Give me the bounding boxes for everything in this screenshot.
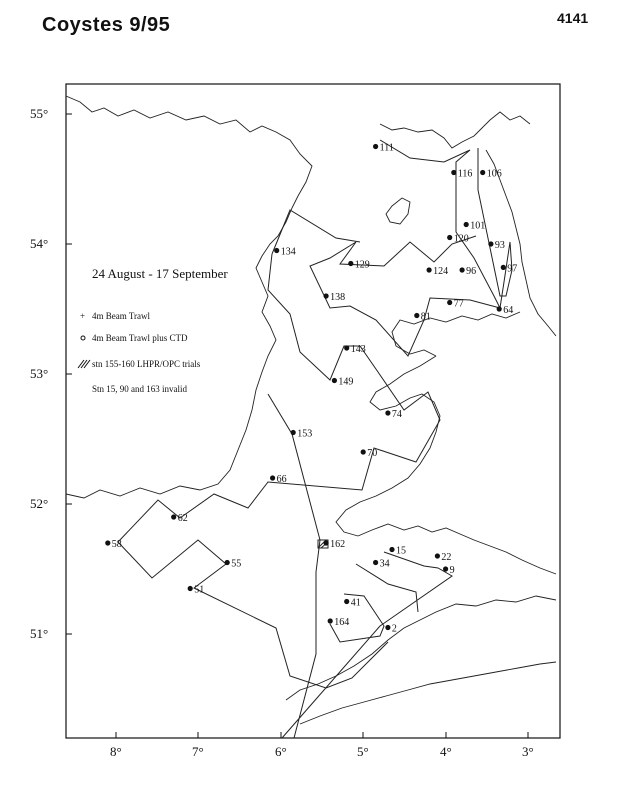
track-southern — [268, 394, 452, 738]
south-coast — [300, 662, 556, 724]
lon-label: 5° — [357, 744, 369, 759]
map-title: Coystes 9/95 — [42, 14, 171, 36]
station-label: 15 — [396, 545, 406, 557]
station-marker — [497, 306, 502, 311]
station-marker — [389, 547, 394, 552]
station-marker — [385, 625, 390, 630]
station-marker — [464, 222, 469, 227]
station-marker — [443, 566, 448, 571]
station-marker — [348, 261, 353, 266]
scotland-coast — [380, 112, 530, 148]
map-frame — [66, 84, 560, 738]
station-label: 55 — [231, 558, 242, 570]
lat-label: 55° — [30, 106, 49, 121]
legend-symbol-circle — [81, 336, 85, 340]
station-label: 9 — [449, 565, 455, 576]
station-marker — [451, 170, 456, 175]
coastlines — [66, 96, 556, 724]
station-label: 162 — [330, 539, 346, 550]
lon-label: 7° — [192, 744, 204, 759]
station-label: 81 — [420, 311, 431, 323]
station-marker — [427, 267, 432, 272]
station-marker — [373, 144, 378, 149]
lon-label: 6° — [275, 744, 287, 759]
station-marker — [480, 170, 485, 175]
station-label: 93 — [494, 240, 505, 251]
station-label: 134 — [280, 246, 296, 258]
station-label: 64 — [503, 305, 514, 316]
lat-label: 52° — [30, 496, 49, 511]
station-label: 97 — [507, 263, 518, 275]
lon-label: 8° — [110, 744, 122, 759]
lon-label: 4° — [440, 744, 452, 759]
legend-symbol-cross: + — [80, 311, 86, 321]
station-marker — [385, 410, 390, 415]
station-marker — [414, 313, 419, 318]
lat-label: 51° — [30, 626, 49, 641]
legend — [78, 266, 228, 394]
ireland-coast — [66, 96, 312, 498]
station-label: 101 — [470, 220, 486, 232]
station-marker — [447, 235, 452, 240]
station-marker — [344, 345, 349, 350]
legend-item-beam-trawl-ctd: 4m Beam Trawl plus CTD — [92, 333, 188, 343]
station-label: 2 — [391, 623, 397, 635]
station-marker — [225, 560, 230, 565]
cruise-track — [118, 140, 512, 738]
station-marker — [188, 586, 193, 591]
station-marker — [171, 514, 176, 519]
legend-symbol-hatch — [78, 360, 90, 368]
station-marker — [328, 618, 333, 623]
legend-item-invalid: Stn 15, 90 and 163 invalid — [92, 384, 187, 394]
station-label: 41 — [350, 597, 361, 609]
track-western — [118, 210, 440, 688]
station-label: 164 — [334, 617, 350, 628]
station-marker — [332, 378, 337, 383]
station-marker — [488, 241, 493, 246]
station-label: 106 — [486, 168, 502, 180]
station-label: 34 — [379, 558, 390, 570]
isle-of-man — [386, 198, 410, 224]
station-marker — [501, 265, 506, 270]
station-marker — [460, 267, 465, 272]
station-marker — [344, 599, 349, 604]
station-label: 120 — [453, 233, 469, 245]
station-marker — [274, 248, 279, 253]
station-marker — [270, 475, 275, 480]
lon-axis — [110, 732, 534, 759]
station-label: 124 — [433, 266, 449, 277]
lat-label: 53° — [30, 366, 49, 381]
station-label: 96 — [466, 266, 477, 277]
lon-label: 3° — [522, 744, 534, 759]
southwest-england-coast — [286, 596, 556, 700]
station-label: 74 — [391, 409, 402, 420]
sheet-number: 4141 — [557, 10, 589, 26]
station-marker — [324, 540, 329, 545]
station-label: 111 — [379, 142, 394, 154]
station-marker — [435, 553, 440, 558]
legend-date-range: 24 August - 17 September — [92, 266, 228, 281]
station-marker — [324, 293, 329, 298]
station-label: 22 — [441, 552, 452, 563]
station-label: 149 — [338, 376, 354, 388]
legend-item-beam-trawl: 4m Beam Trawl — [92, 311, 151, 321]
station-label: 51 — [194, 584, 205, 596]
station-label: 66 — [276, 474, 287, 485]
station-marker — [105, 540, 110, 545]
station-label: 129 — [354, 259, 370, 271]
station-marker — [373, 560, 378, 565]
station-label: 58 — [111, 539, 122, 550]
station-marker — [361, 449, 366, 454]
station-label: 143 — [350, 344, 366, 355]
legend-item-lhpr-trials: stn 155-160 LHPR/OPC trials — [92, 359, 201, 369]
station-label: 116 — [457, 168, 473, 180]
station-label: 62 — [177, 513, 188, 524]
station-marker — [447, 300, 452, 305]
lat-label: 54° — [30, 236, 49, 251]
station-label: 138 — [330, 292, 346, 303]
station-label: 77 — [453, 298, 464, 310]
station-label: 153 — [297, 428, 313, 440]
station-marker — [291, 430, 296, 435]
station-label: 70 — [367, 448, 378, 459]
